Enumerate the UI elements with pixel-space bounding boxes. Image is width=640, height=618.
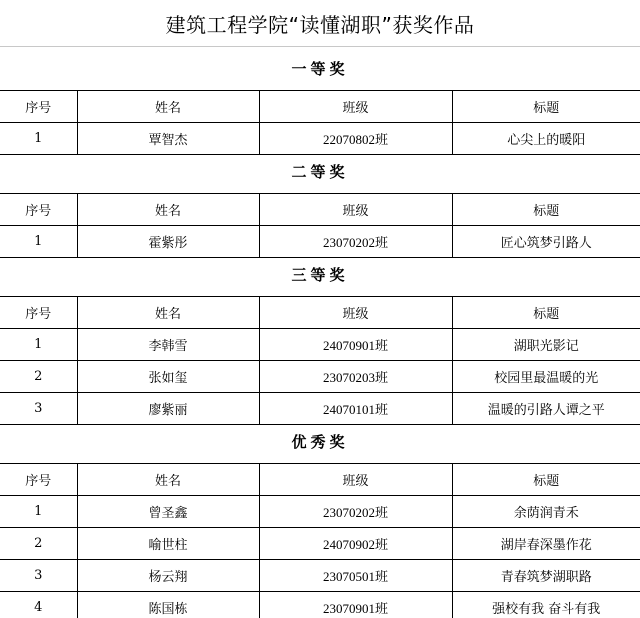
cell-name: 杨云翔	[77, 560, 259, 592]
column-header-index: 序号	[0, 91, 77, 123]
award-section-first	[0, 47, 640, 155]
column-header-index: 序号	[0, 194, 77, 226]
page-title: 建筑工程学院“读懂湖职”获奖作品	[165, 12, 475, 37]
cell-name: 张如玺	[77, 361, 259, 393]
column-header-topic: 标题	[452, 194, 640, 226]
table-header-row	[0, 297, 640, 329]
column-header-name: 姓名	[77, 91, 259, 123]
cell-name: 陈国栋	[77, 592, 259, 618]
cell-topic: 校园里最温暖的光	[452, 361, 640, 393]
column-header-name: 姓名	[77, 464, 259, 496]
section-heading: 二等奖	[291, 163, 349, 181]
cell-name: 霍紫彤	[77, 226, 259, 258]
column-header-class: 班级	[259, 194, 452, 226]
award-table	[0, 463, 640, 618]
cell-name: 廖紫丽	[77, 393, 259, 425]
cell-index: 1	[0, 329, 77, 361]
table-row	[0, 361, 640, 393]
cell-class: 24070101班	[259, 393, 452, 425]
cell-topic: 强校有我 奋斗有我	[452, 592, 640, 618]
column-header-index: 序号	[0, 297, 77, 329]
table-row	[0, 560, 640, 592]
table-row	[0, 329, 640, 361]
cell-name: 曾圣鑫	[77, 496, 259, 528]
cell-topic: 湖岸春深墨作花	[452, 528, 640, 560]
cell-name: 喻世柱	[77, 528, 259, 560]
column-header-topic: 标题	[452, 464, 640, 496]
cell-index: 2	[0, 361, 77, 393]
cell-name: 覃智杰	[77, 123, 259, 155]
cell-topic: 青春筑梦湖职路	[452, 560, 640, 592]
cell-class: 23070202班	[259, 226, 452, 258]
cell-name: 李韩雪	[77, 329, 259, 361]
column-header-index: 序号	[0, 464, 77, 496]
column-header-class: 班级	[259, 91, 452, 123]
cell-class: 22070802班	[259, 123, 452, 155]
cell-topic: 余荫润青禾	[452, 496, 640, 528]
award-table	[0, 296, 640, 425]
cell-class: 23070202班	[259, 496, 452, 528]
table-row	[0, 592, 640, 618]
section-heading: 一等奖	[291, 60, 349, 78]
column-header-class: 班级	[259, 297, 452, 329]
column-header-name: 姓名	[77, 297, 259, 329]
section-heading: 优秀奖	[291, 433, 349, 451]
cell-topic: 匠心筑梦引路人	[452, 226, 640, 258]
column-header-class: 班级	[259, 464, 452, 496]
cell-topic: 湖职光影记	[452, 329, 640, 361]
column-header-topic: 标题	[452, 297, 640, 329]
cell-index: 3	[0, 393, 77, 425]
table-header-row	[0, 464, 640, 496]
award-section-merit	[0, 420, 640, 618]
cell-class: 24070902班	[259, 528, 452, 560]
column-header-topic: 标题	[452, 91, 640, 123]
cell-index: 3	[0, 560, 77, 592]
cell-class: 23070501班	[259, 560, 452, 592]
cell-index: 1	[0, 123, 77, 155]
table-header-row	[0, 91, 640, 123]
cell-index: 2	[0, 528, 77, 560]
cell-class: 23070203班	[259, 361, 452, 393]
column-header-name: 姓名	[77, 194, 259, 226]
cell-index: 4	[0, 592, 77, 618]
cell-class: 24070901班	[259, 329, 452, 361]
table-row	[0, 496, 640, 528]
cell-topic: 心尖上的暖阳	[452, 123, 640, 155]
award-section-second	[0, 150, 640, 258]
award-table	[0, 90, 640, 155]
table-row	[0, 528, 640, 560]
award-section-third	[0, 253, 640, 425]
cell-class: 23070901班	[259, 592, 452, 618]
award-table	[0, 193, 640, 258]
cell-index: 1	[0, 496, 77, 528]
cell-topic: 温暖的引路人谭之平	[452, 393, 640, 425]
table-header-row	[0, 194, 640, 226]
cell-index: 1	[0, 226, 77, 258]
section-heading: 三等奖	[291, 266, 349, 284]
